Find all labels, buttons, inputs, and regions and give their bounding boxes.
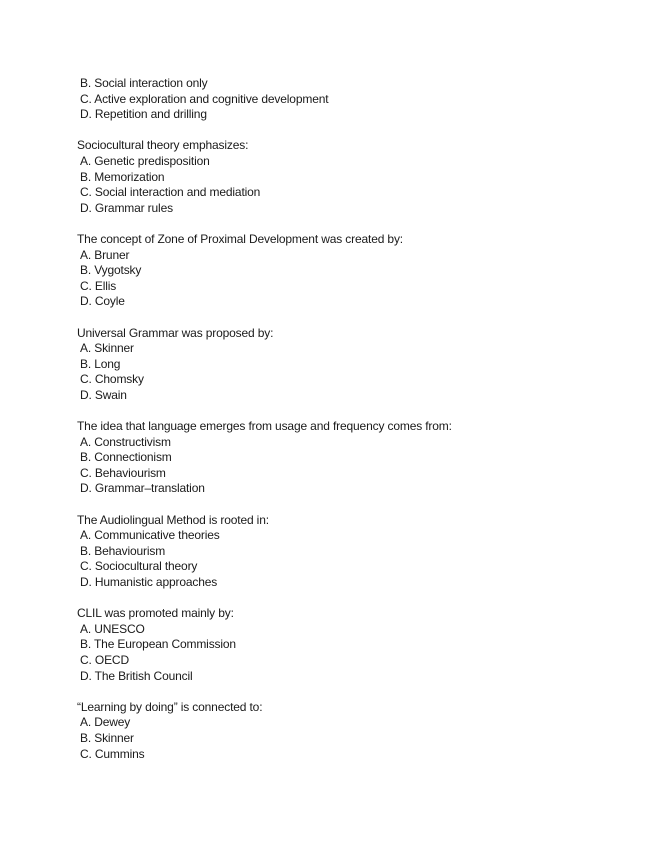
option: C. Cummins [80,746,145,761]
option: B. Behaviourism [80,543,166,558]
option: A. Communicative theories [80,528,220,543]
question-block [77,513,637,591]
option: D. Coyle [80,294,125,309]
option: D. The British Council [80,668,193,683]
option: C. Chomsky [80,372,144,387]
question-block [77,606,637,684]
option: D. Humanistic approaches [80,575,218,589]
option: C. Sociocultural theory [80,559,198,574]
option: B. The European Commission [80,637,236,652]
question-text: “Learning by doing” is connected to: [77,699,263,714]
question-text: The concept of Zone of Proximal Development was created by: [77,231,403,246]
option: C. Active exploration and cognitive development [80,91,329,106]
option: B. Social interaction only [80,76,208,90]
option: D. Swain [80,387,127,402]
option: B. Connectionism [80,450,172,465]
option: C. Behaviourism [80,465,166,480]
question-text: CLIL was promoted mainly by: [77,606,234,621]
option: A. UNESCO [80,621,145,636]
option: A. Bruner [80,247,130,262]
question-block [77,419,637,497]
option: D. Grammar–translation [80,481,205,496]
option: A. Genetic predisposition [80,153,210,168]
option: A. Dewey [80,715,131,730]
question-block [77,700,637,762]
option: C. Social interaction and mediation [80,185,261,200]
option: D. Grammar rules [80,200,173,215]
option: B. Skinner [80,730,134,745]
question-text: Universal Grammar was proposed by: [77,325,274,340]
question-block [77,232,637,310]
option: D. Repetition and drilling [80,107,207,122]
option: B. Long [80,356,121,371]
question-text: The Audiolingual Method is rooted in: [77,512,269,527]
question-block [77,138,637,216]
question-text: The idea that language emerges from usage and frequency comes from: [77,419,452,434]
quiz-content [77,76,637,762]
continued-question-options [77,76,637,123]
option: C. Ellis [80,278,117,293]
option: B. Memorization [80,169,165,184]
option: B. Vygotsky [80,263,142,278]
option: A. Constructivism [80,434,171,449]
question-text: Sociocultural theory emphasizes: [77,138,249,153]
option: A. Skinner [80,341,134,356]
option: C. OECD [80,652,129,667]
question-block [77,326,637,404]
